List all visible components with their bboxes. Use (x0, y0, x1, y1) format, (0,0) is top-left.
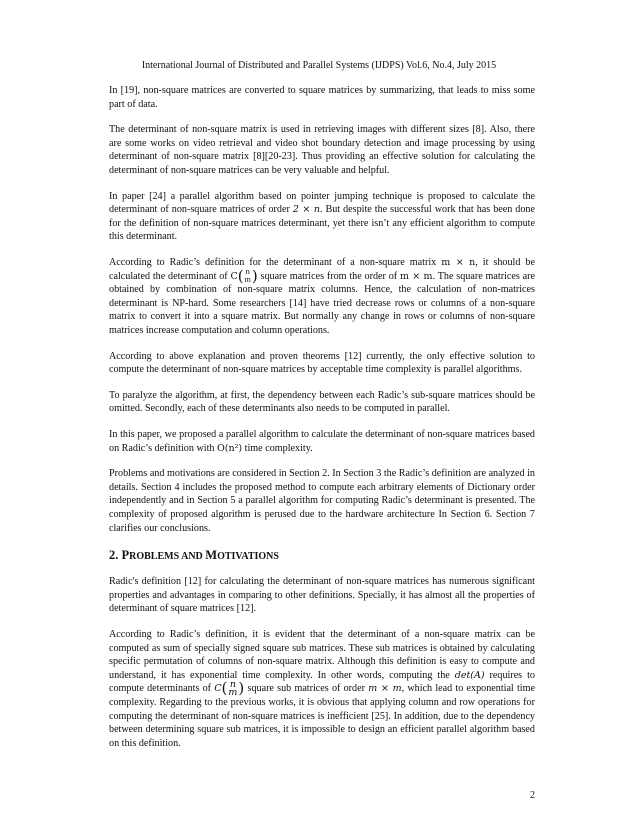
paragraph-3: In paper [24] a parallel algorithm based on pointer jumping technique is proposed to calculate the determinant of non-square matrices of order 2 × n. But despite the successful work that has been done for the definition of non-square matrices determinant, yet there isn’t any efficient algorithm to compute this determinant. (109, 190, 535, 243)
paragraph-7: In this paper, we proposed a parallel algorithm to calculate the determinant of non-square matrices based on Radic’s definition with O(n²) time complexity. (109, 429, 535, 454)
math-mxm-2: m × m (368, 683, 402, 695)
paragraph-9: Radic's definition [12] for calculating the determinant of non-square matrices has numerous significant properties and advantages in comparing to other definitions. Specially, it has almost all the properties of determinant of square matrices [12]. (109, 576, 535, 615)
running-header: International Journal of Distributed and Parallel Systems (IJDPS) Vol.6, No.4, July 2015 (141, 60, 497, 71)
section-heading: 2. PROBLEMS AND MOTIVATIONS (109, 548, 279, 563)
paragraph-1: In [19], non-square matrices are converted to square matrices by summarizing, that leads to miss some part of data. (109, 85, 535, 110)
paragraph-2: The determinant of non-square matrix is used in retrieving images with different sizes [8]. Also, there are some works on video retrieval and video shot boundary detection and image processing by using determinant of non-square matrix [8][20-23]. Thus providing an effective solution for calculating the determinant of non-square matrices can be very valuable and helpful. (109, 124, 535, 176)
binomial-2: n m (228, 679, 238, 699)
math-det: det(A) (454, 669, 485, 681)
binomial: n m (244, 267, 251, 285)
body-text (109, 84, 535, 762)
math-mxn: m × n (441, 256, 476, 268)
math-order: 2 × n (292, 204, 320, 216)
page-number: 2 (530, 790, 535, 801)
paragraph-6: To paralyze the algorithm, at first, the dependency between each Radic’s sub-square matrices should be omitted. Secondly, each of these determinants also needs to be computed in parallel. (109, 389, 535, 415)
paragraph-4: According to Radic’s definition for the determinant of a non-square matrix m × n, it should be calculated the determinant of C( n m ) square matrices from the order of m × m. The square matrices are obtained by combination of non-square matrix columns. Hence, the calculation of non-matrices determinant is NP-hard. Some researchers [14] have tried decrease rows or columns of a non-square matrix to convert it into a square matrix. But normally any change in rows or columns of non-square matrices increase computation and column operations. (109, 256, 535, 337)
paragraph-10: According to Radic’s definition, it is evident that the determinant of a non-square matrix can be computed as sum of specially signed square sub matrices. These sub matrices is obtained by calculating specific permutation of columns of non-square matrix. Although this definition is easy to compute and understand, it has exponential time complexity. In other words, computing the det(A) requires to compute determinants of C( n m ) square sub matrices of order m × m, which lead to exponential time complexity. Regarding to the previous works, it is obvious that applying column and row operations for computing the determinant of non-square matrices is inefficient [25]. In addition, due to the dependency between determining square sub matrices, it is impossible to design an efficient parallel algorithm based on this definition. (109, 628, 535, 749)
math-mxm: m × m (399, 270, 433, 282)
math-complexity: O(n²) (217, 442, 243, 454)
paragraph-8: Problems and motivations are considered in Section 2. In Section 3 the Radic’s definition are analyzed in details. Section 4 includes the proposed method to compute each arbitrary elements of Dictionary order independently and in Section 5 a parallel algorithm for computing Radic’s determinant is presented. The complexity of proposed algorithm is perused due to the hardware architecture In Section 6. Section 7 clarifies our conclusions. (109, 468, 535, 534)
paragraph-5: According to above explanation and proven theorems [12] currently, the only effective solution to compute the determinant of non-square matrices by acceptable time complexity is parallel algorithms. (109, 350, 535, 376)
